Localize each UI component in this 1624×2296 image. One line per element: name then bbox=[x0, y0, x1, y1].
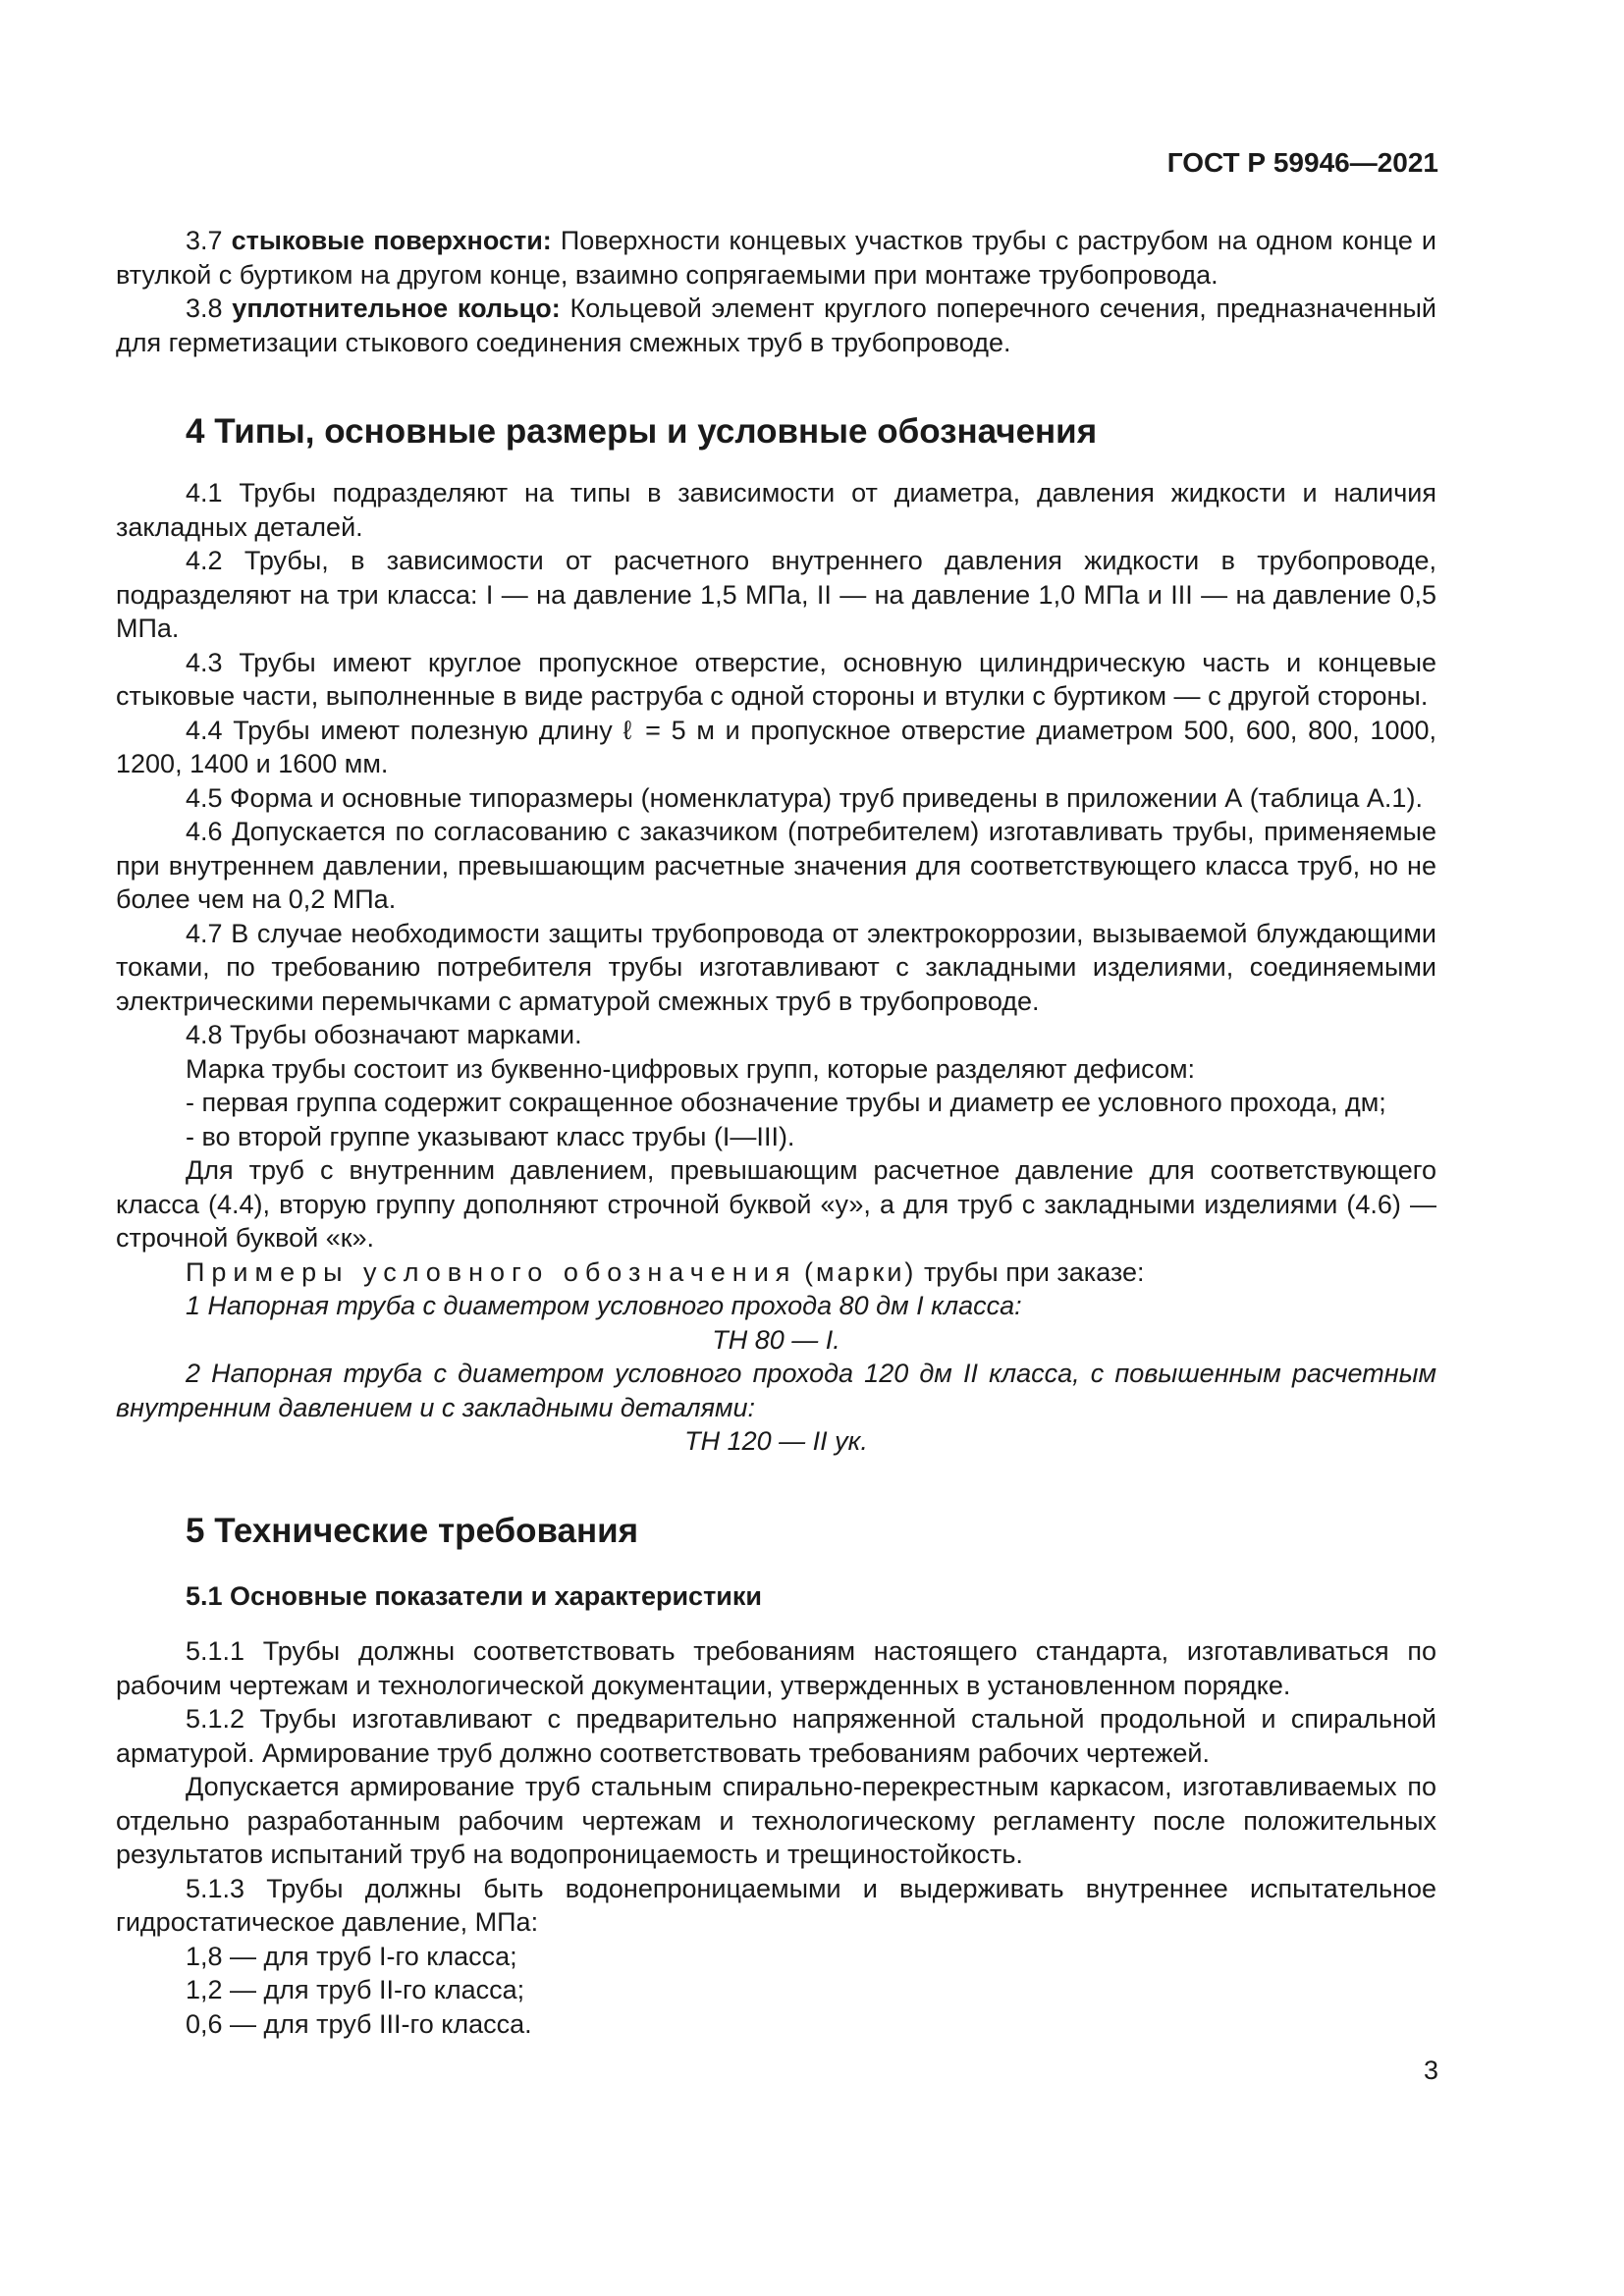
clause-5-1-1: 5.1.1 Трубы должны соответствовать требованиям настоящего стандарта, изготавливаться по рабочим чертежам и технологической документации, утвержденных в установленном порядке. bbox=[116, 1636, 1436, 1700]
term: стыковые поверхности: bbox=[231, 226, 552, 255]
examples-label: Примеры условного обозначения bbox=[186, 1256, 797, 1287]
mark-suffix-rule: Для труб с внутренним давлением, превышающим расчетное давление для соответствующего класса (4.4), вторую группу дополняют строчной буквой «у», а для труб с закладными изделиями (4.6) — строчной буквой «к». bbox=[116, 1155, 1436, 1253]
section-4-title: 4 Типы, основные размеры и условные обозначения bbox=[186, 412, 1098, 451]
clause-4-2: 4.2 Трубы, в зависимости от расчетного внутреннего давления жидкости в трубопроводе, подразделяют на три класса: I — на давление 1,5 МПа, II — на давление 1,0 МПа и III — на давление 0,5 МПа. bbox=[116, 546, 1436, 643]
definition-text: Кольцевой элемент круглого поперечного сечения, предназначенный для герметизации стыкового соединения смежных труб в трубопроводе. bbox=[116, 294, 1436, 357]
example-2-code: ТН 120 — II ук. bbox=[684, 1426, 868, 1456]
clause-4-8: 4.8 Трубы обозначают марками. bbox=[186, 1020, 582, 1049]
reinforcement-note: Допускается армирование труб стальным спирально-перекрестным каркасом, изготавливаемых по отдельно разработанным рабочим чертежам и технологическому регламенту после положительных результатов испытаний труб на водопроницаемость и трещиностойкость. bbox=[116, 1772, 1436, 1869]
mark-composition: Марка трубы состоит из буквенно-цифровых групп, которые разделяют дефисом: bbox=[186, 1053, 1196, 1084]
clause-4-5: 4.5 Форма и основные типоразмеры (номенклатура) труб приведены в приложении А (таблица А.1). bbox=[186, 782, 1423, 813]
clause-number: 3.7 bbox=[186, 226, 223, 255]
pressure-list-item: 1,2 — для труб II-го класса; bbox=[186, 1975, 525, 2004]
definition-text: Поверхности концевых участков трубы с раструбом на одном конце и втулкой с буртиком на другом конце, взаимно сопрягаемыми при монтаже трубопровода. bbox=[116, 226, 1436, 290]
example-1-code: ТН 80 — I. bbox=[712, 1324, 840, 1355]
examples-mark: (марки) bbox=[803, 1256, 917, 1287]
clause-4-4: 4.4 Трубы имеют полезную длину ℓ = 5 м и пропускное отверстие диаметром 500, 600, 800, 1000, 1200, 1400 и 1600 мм. bbox=[116, 715, 1436, 778]
page-number: 3 bbox=[1423, 2056, 1438, 2085]
example-2: 2 Напорная труба с диаметром условного прохода 120 дм II класса, с повышенным расчетным внутренним давлением и с закладными деталями: bbox=[116, 1359, 1436, 1422]
clause-number: 3.8 bbox=[186, 294, 223, 323]
pressure-list-item: 1,8 — для труб I-го класса; bbox=[186, 1941, 517, 1971]
examples-rest: трубы при заказе: bbox=[916, 1256, 1145, 1287]
clause-4-1: 4.1 Трубы подразделяют на типы в зависимости от диаметра, давления жидкости и наличия закладных деталей. bbox=[116, 478, 1436, 542]
pressure-list-item: 0,6 — для труб III-го класса. bbox=[186, 2008, 532, 2039]
definition-3-8 bbox=[116, 292, 1436, 359]
list-item: - во второй группе указывают класс трубы (I—III). bbox=[186, 1121, 795, 1151]
example-1: 1 Напорная труба с диаметром условного прохода 80 дм I класса: bbox=[186, 1291, 1022, 1320]
subsection-5-1-title: 5.1 Основные показатели и характеристики bbox=[186, 1580, 762, 1611]
clause-5-1-3: 5.1.3 Трубы должны быть водонепроницаемыми и выдерживать внутреннее испытательное гидростатическое давление, МПа: bbox=[116, 1873, 1436, 1937]
clause-5-1-2: 5.1.2 Трубы изготавливают с предварительно напряженной стальной продольной и спиральной арматурой. Армирование труб должно соответствовать требованиям рабочих чертежей. bbox=[116, 1704, 1436, 1768]
section-5-title: 5 Технические требования bbox=[186, 1511, 639, 1550]
page-content bbox=[116, 224, 1436, 2041]
document-code-header: ГОСТ Р 59946—2021 bbox=[1166, 147, 1438, 178]
examples-intro bbox=[116, 1255, 1436, 1290]
clause-4-7: 4.7 В случае необходимости защиты трубопровода от электрокоррозии, вызываемой блуждающими токами, по требованию потребителя трубы изготавливают с закладными изделиями, соединяемыми электрическими перемычками с арматурой смежных труб в трубопроводе. bbox=[116, 918, 1436, 1016]
list-item: - первая группа содержит сокращенное обозначение трубы и диаметр ее условного прохода, дм; bbox=[186, 1088, 1386, 1117]
clause-4-3: 4.3 Трубы имеют круглое пропускное отверстие, основную цилиндрическую часть и концевые стыковые части, выполненные в виде раструба с одной стороны и втулки с буртиком — с другой стороны. bbox=[116, 647, 1436, 711]
definition-3-7 bbox=[116, 224, 1436, 292]
term: уплотнительное кольцо: bbox=[232, 294, 561, 323]
clause-4-6: 4.6 Допускается по согласованию с заказчиком (потребителем) изготавливать трубы, применяемые при внутреннем давлении, превышающим расчетные значения для соответствующего класса труб, но не более чем на 0,2 МПа. bbox=[116, 817, 1436, 914]
